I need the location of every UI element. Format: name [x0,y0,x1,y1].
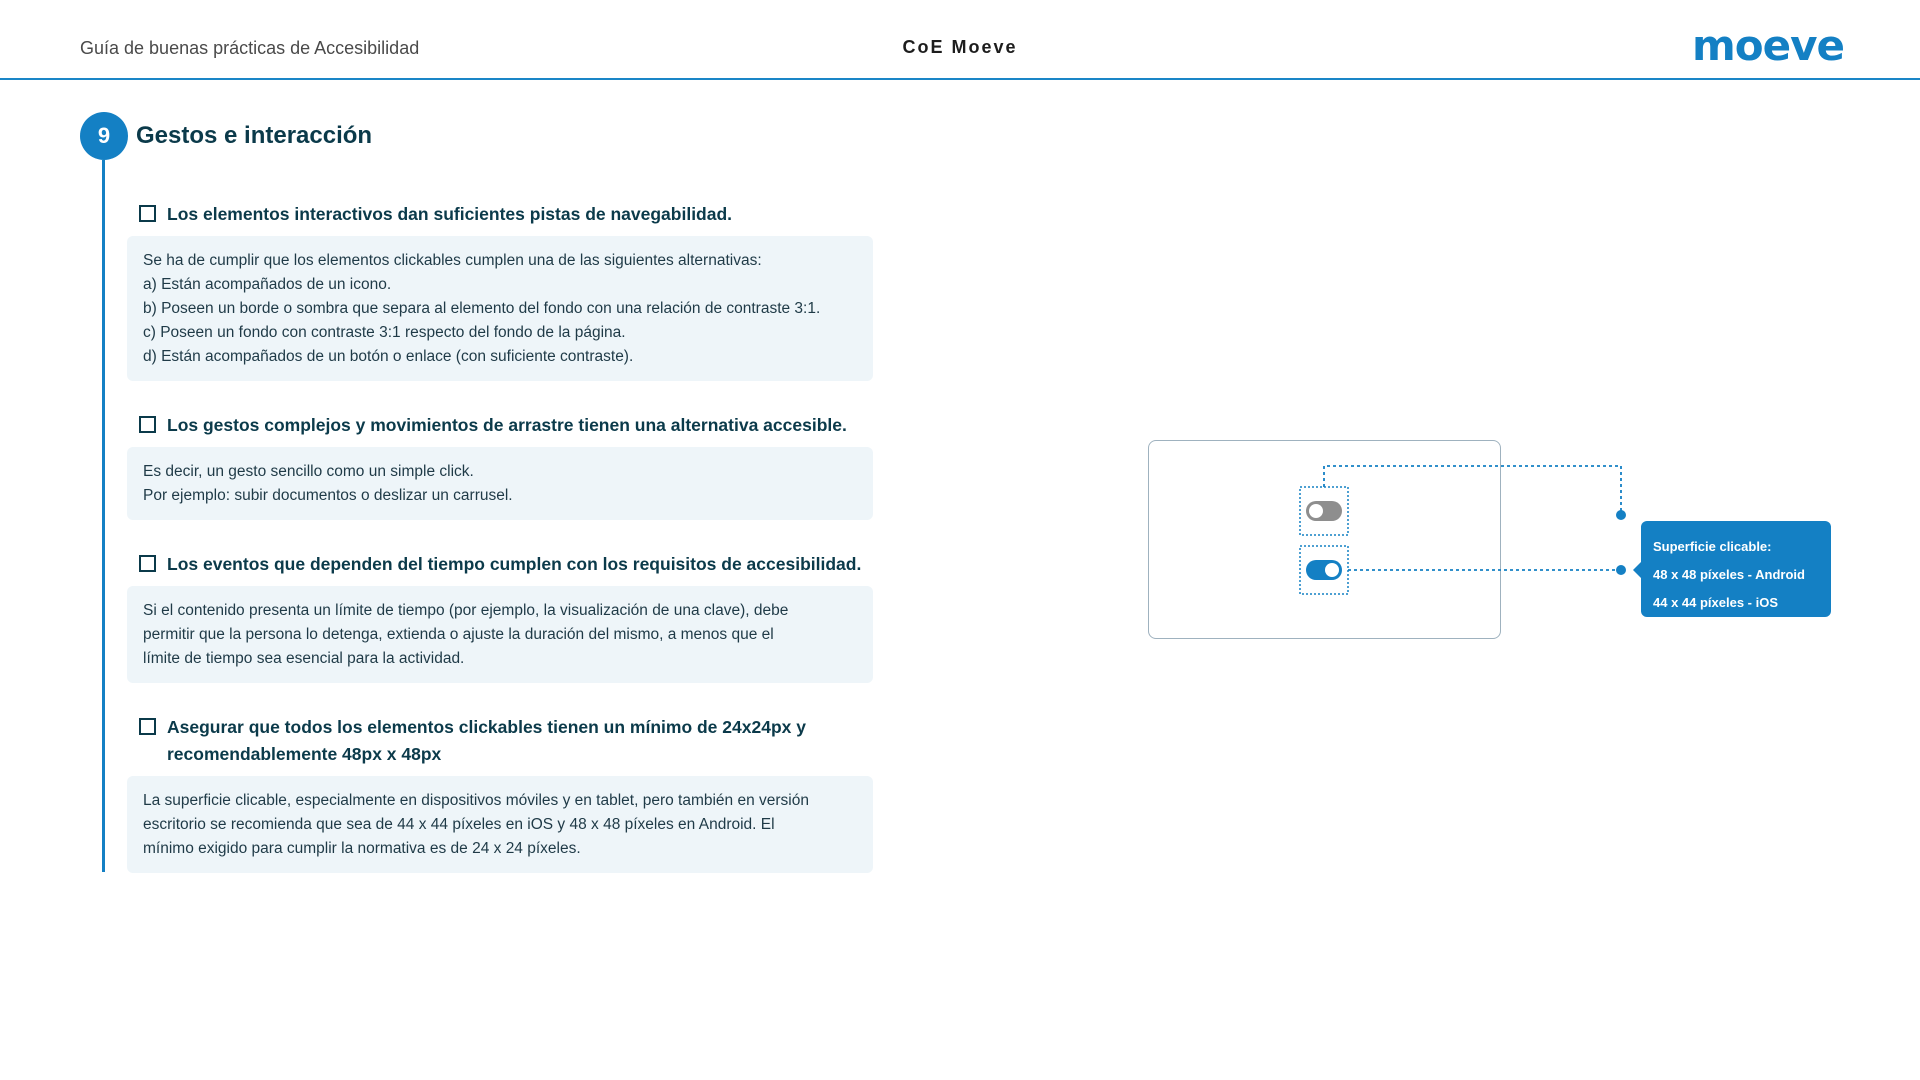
center-label: CoE Moeve [902,37,1018,57]
description-line: Se ha de cumplir que los elementos clickables cumplen una de las siguientes alternativas: [143,252,762,269]
description-line: b) Poseen un borde o sombra que separa al elemento del fondo con una relación de contraste 3:1. [143,300,821,317]
description-line: c) Poseen un fondo con contraste 3:1 respecto del fondo de la página. [143,324,626,341]
moeve-logo: moeve [1692,21,1844,70]
description-line: escritorio se recomienda que sea de 44 x 44 píxeles en iOS y 48 x 48 píxeles en Android. El [143,816,775,833]
checklist-item-title-line: recomendablemente 48px x 48px [167,744,442,764]
checklist-item-title: Los gestos complejos y movimientos de arrastre tienen una alternativa accesible. [167,415,847,435]
clickable-area-tooltip [1641,521,1831,617]
document-title: Guía de buenas prácticas de Accesibilidad [80,38,420,58]
tooltip-android-size: 48 x 48 píxeles - Android [1653,567,1805,582]
connector-dot-top [1616,510,1626,520]
checklist-item-title: Los elementos interactivos dan suficientes pistas de navegabilidad. [167,204,733,224]
description-line: a) Están acompañados de un icono. [143,276,392,293]
description-line: mínimo exigido para cumplir la normativa es de 24 x 24 píxeles. [143,840,581,857]
description-line: permitir que la persona lo detenga, extienda o ajuste la duración del mismo, a menos que el [143,626,774,643]
description-line: Si el contenido presenta un límite de tiempo (por ejemplo, la visualización de una clave), debe [143,602,789,619]
tooltip-title: Superficie clicable: [1653,539,1772,554]
description-line: La superficie clicable, especialmente en dispositivos móviles y en tablet, pero también en versión [143,792,809,809]
toggle-off-icon [1306,501,1342,521]
description-line: d) Están acompañados de un botón o enlace (con suficiente contraste). [143,348,634,365]
section-number-badge: 9 [80,112,128,160]
tooltip-ios-size: 44 x 44 píxeles - iOS [1653,595,1779,610]
connector-line-top [1324,466,1621,514]
connector-dot-middle [1616,565,1626,575]
description-line: Es decir, un gesto sencillo como un simple click. [143,463,474,480]
checklist-item-title: Los eventos que dependen del tiempo cumplen con los requisitos de accesibilidad. [167,554,862,574]
description-line: límite de tiempo sea esencial para la actividad. [143,650,465,667]
toggle-on-icon [1306,560,1342,580]
description-line: Por ejemplo: subir documentos o deslizar un carrusel. [143,487,513,504]
checklist-item-title-line: Asegurar que todos los elementos clickables tienen un mínimo de 24x24px y [167,717,806,737]
section-title: Gestos e interacción [136,122,373,149]
